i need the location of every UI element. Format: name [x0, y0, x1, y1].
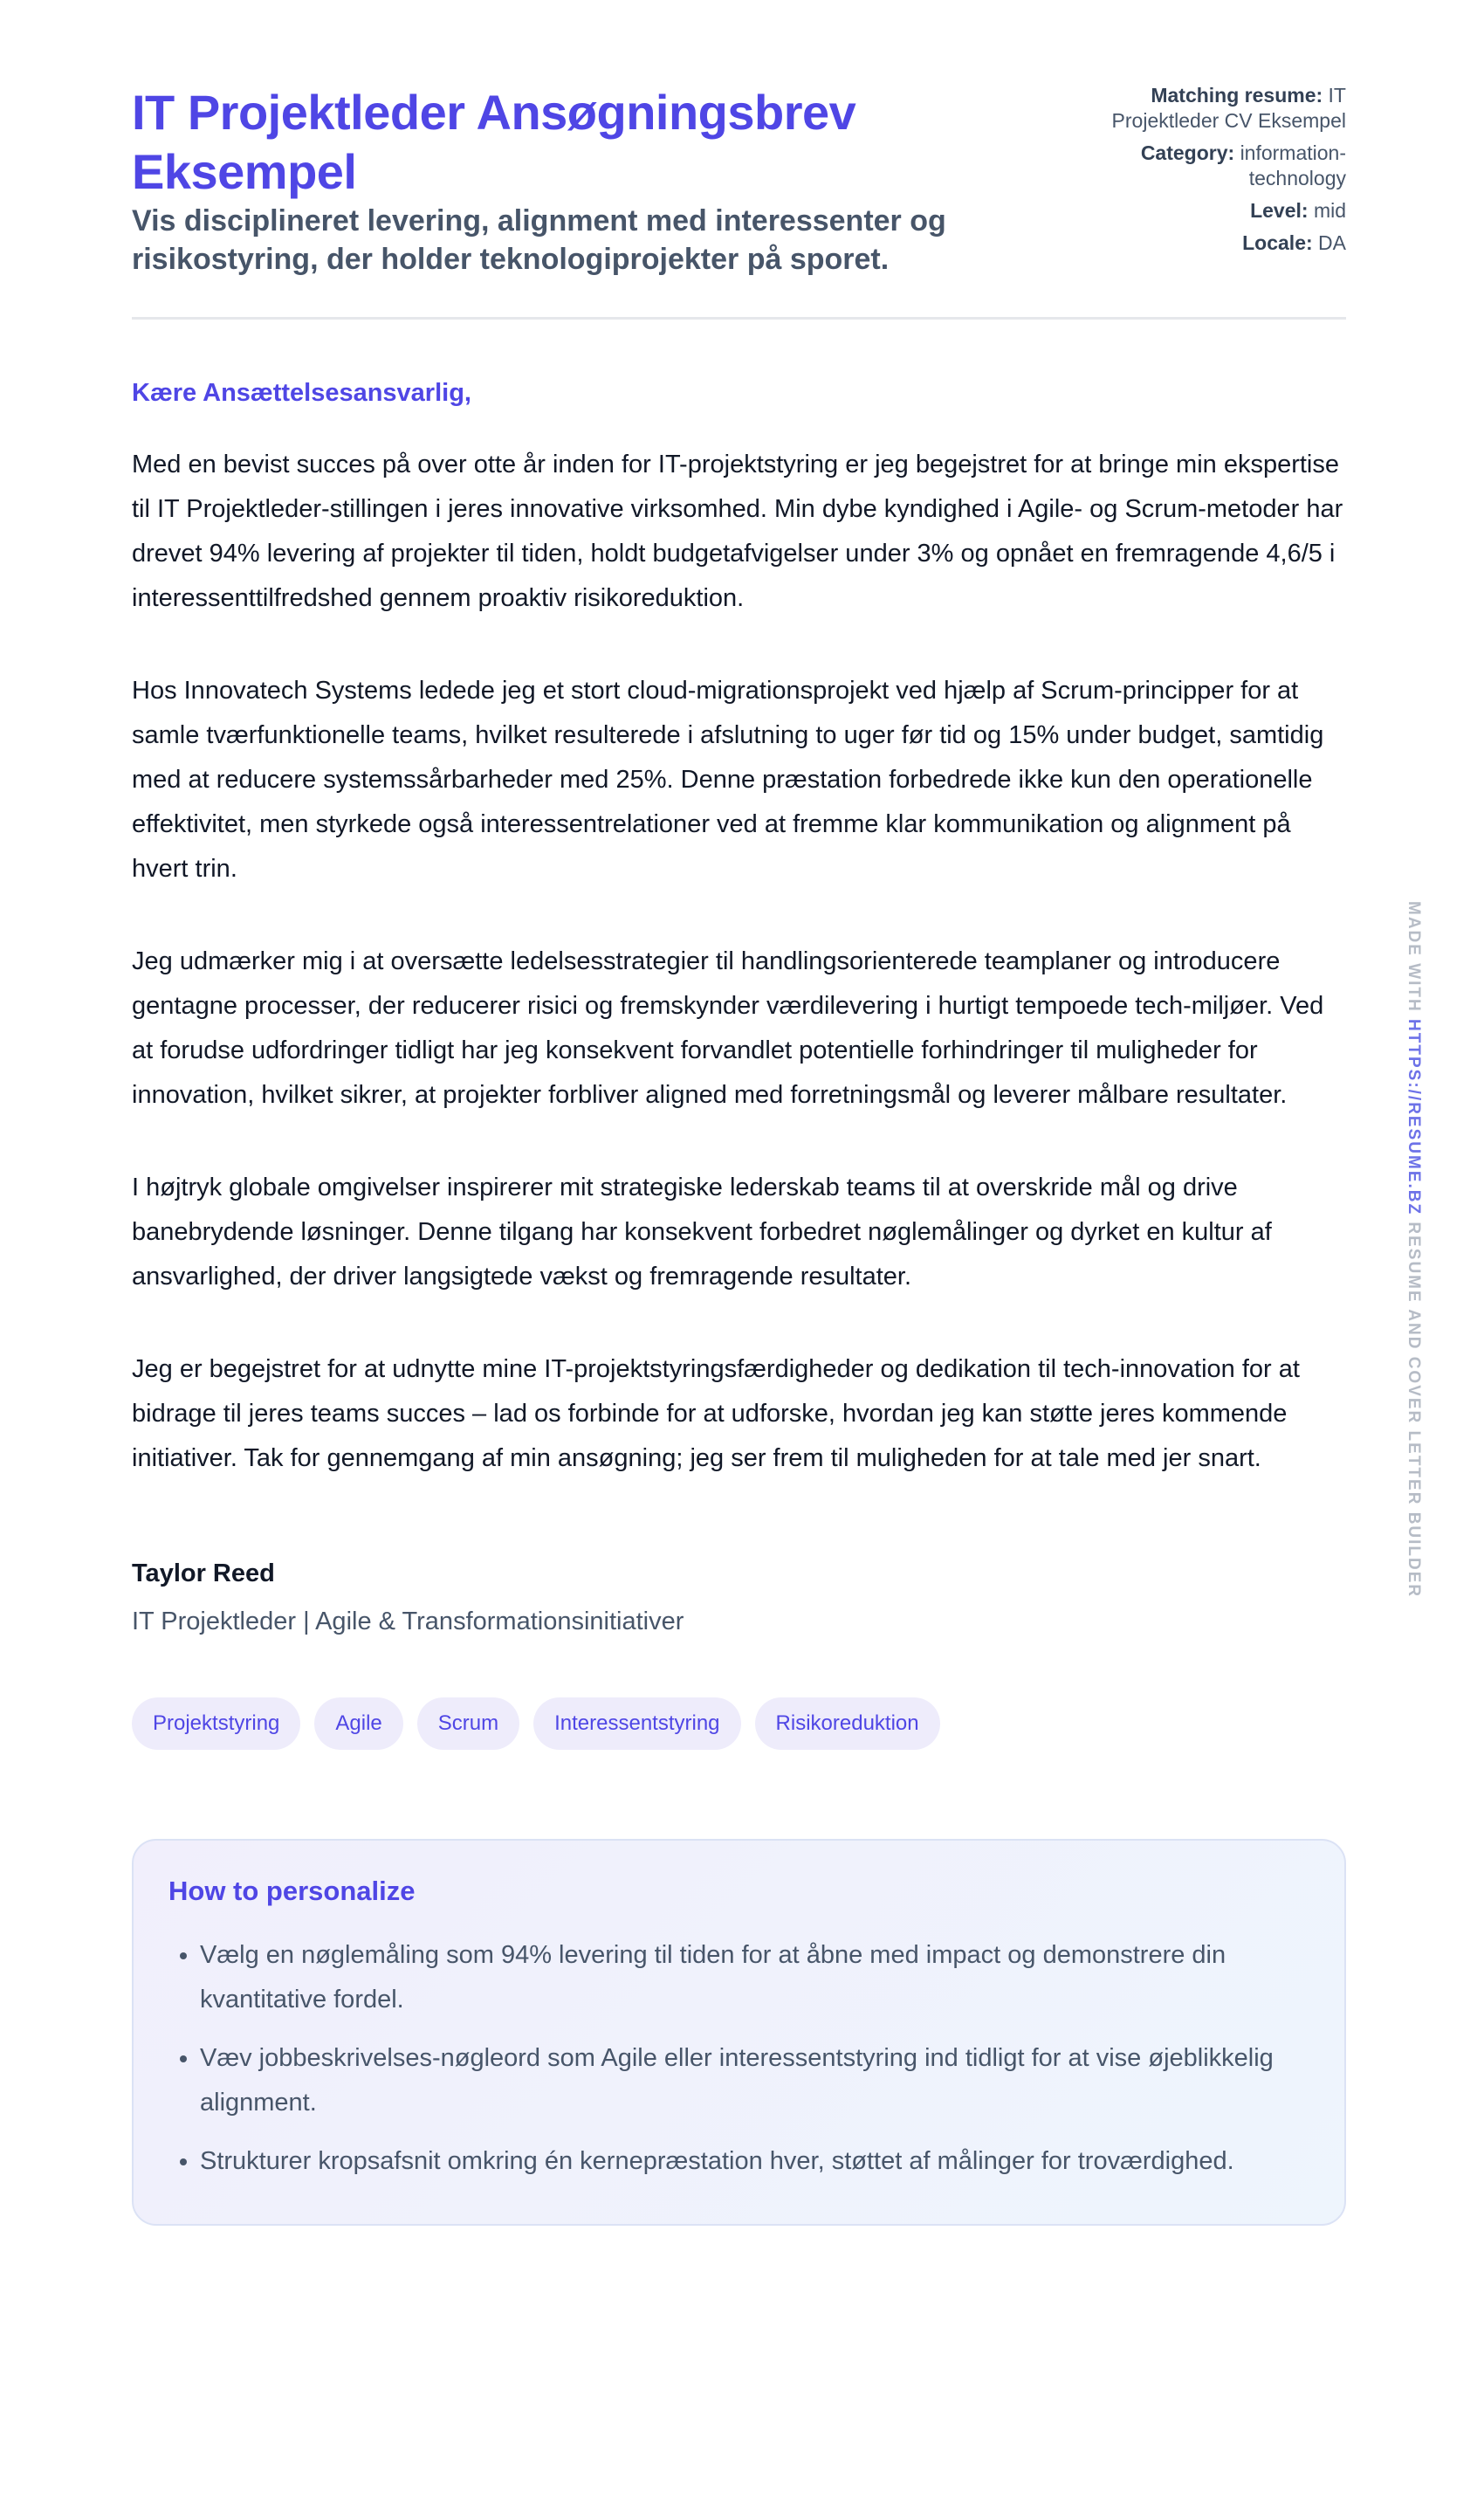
page-title: IT Projektleder Ansøgningsbrev Eksempel	[132, 85, 856, 199]
list-item: • Væv jobbeskrivelses-nøgleord som Agile eller interessentstyring ind tidligt for at vise øjeblikkelig alignment.	[200, 2036, 1309, 2125]
letter-paragraph: Jeg udmærker mig i at oversætte ledelsesstrategier til handlingsorienterede teamplaner og introducere gentagne processer, der reducerer risici og fremskynder værdilevering i hurtigt tempoede tech-miljøer. Ved at forudse udfordringer tidligt har jeg konsekvent forvandlet potentielle forhindringer til muligheder for innovation, hvilket sikrer, at projekter forbliver aligned med forretningsmål og leverer målbare resultater.	[132, 947, 1324, 1109]
meta-label: Level:	[1250, 199, 1309, 222]
skill-tag: Agile	[314, 1697, 402, 1750]
meta-locale	[1058, 231, 1346, 256]
skill-tag: Scrum	[417, 1697, 519, 1750]
header	[132, 83, 1346, 279]
skill-tags	[132, 1697, 1346, 1750]
letter-paragraph: Med en bevist succes på over otte år inden for IT-projektstyring er jeg begejstret for at bringe min ekspertise til IT Projektleder-stillingen i jeres innovative virksomhed. Min dybe kyndighed i Agile- og Scrum-metoder har drevet 94% levering af projekter til tiden, holdt budgetafvigelser under 3% og opnået en fremragende 4,6/5 i interessenttilfredshed gennem proaktiv risikoreduktion.	[132, 451, 1343, 612]
meta-label: Locale:	[1242, 231, 1313, 254]
signature-title: IT Projektleder | Agile & Transformationsinitiativer	[132, 1607, 684, 1635]
cover-letter-page	[132, 83, 1346, 2226]
list-item: • Vælg en nøglemåling som 94% levering til tiden for at åbne med impact og demonstrere din kvantitative fordel.	[200, 1933, 1309, 2022]
skill-tag: Risikoreduktion	[755, 1697, 940, 1750]
personalize-heading: How to personalize	[168, 1876, 416, 1906]
title-block	[132, 83, 1048, 279]
divider	[132, 317, 1346, 320]
meta-category	[1058, 141, 1346, 191]
watermark	[1397, 901, 1432, 1608]
meta-level	[1058, 198, 1346, 224]
salutation: Kære Ansættelsesansvarlig,	[132, 379, 471, 407]
personalize-box	[132, 1839, 1346, 2226]
list-item: • Strukturer kropsafsnit omkring én kernepræstation hver, støttet af målinger for troværdighed.	[200, 2139, 1309, 2184]
letter-paragraph: I højtryk globale omgivelser inspirerer mit strategiske lederskab teams til at overskride mål og drive banebrydende løsninger. Denne tilgang har konsekvent forbedret nøglemålinger og dyrket en kultur af ansvarlighed, der driver langsigtede vækst og fremragende resultater.	[132, 1174, 1272, 1291]
meta-value: DA	[1318, 231, 1346, 254]
meta-value: mid	[1313, 199, 1346, 222]
personalize-list	[168, 1933, 1309, 2184]
meta-matching-resume	[1058, 83, 1346, 134]
letter-paragraph: Hos Innovatech Systems ledede jeg et stort cloud-migrationsprojekt ved hjælp af Scrum-principper for at samle tværfunktionelle teams, hvilket resulterede i afslutning to uger før tid og 15% under budget, samtidig med at reducere systemssårbarheder med 25%. Denne præstation forbedrede ikke kun den operationelle effektivitet, men styrkede også interessentrelationer ved at fremme klar kommunikation og alignment på hvert trin.	[132, 677, 1324, 883]
meta-value: IT Projektleder CV Eksempel	[1111, 84, 1346, 132]
watermark-suffix: RESUME AND COVER LETTER BUILDER	[1405, 1222, 1423, 1599]
skill-tag: Interessentstyring	[533, 1697, 740, 1750]
meta-value: information-technology	[1240, 141, 1346, 189]
meta-label: Category:	[1140, 141, 1235, 164]
watermark-prefix: MADE WITH	[1405, 901, 1423, 1013]
watermark-link[interactable]: HTTPS://RESUME.BZ	[1405, 1019, 1423, 1216]
letter-paragraph: Jeg er begejstret for at udnytte mine IT-projektstyringsfærdigheder og dedikation til tech-innovation for at bidrage til jeres teams succes – lad os forbinde for at udforske, hvordan jeg kan støtte jeres kommende initiativer. Tak for gennemgang af min ansøgning; jeg ser frem til muligheden for at tale med jer snart.	[132, 1355, 1300, 1472]
meta-label: Matching resume:	[1151, 84, 1323, 107]
signature-name: Taylor Reed	[132, 1559, 275, 1587]
skill-tag: Projektstyring	[132, 1697, 300, 1750]
page-subtitle: Vis disciplineret levering, alignment med interessenter og risikostyring, der holder teknologiprojekter på sporet.	[132, 204, 946, 276]
meta-panel	[1058, 83, 1346, 263]
